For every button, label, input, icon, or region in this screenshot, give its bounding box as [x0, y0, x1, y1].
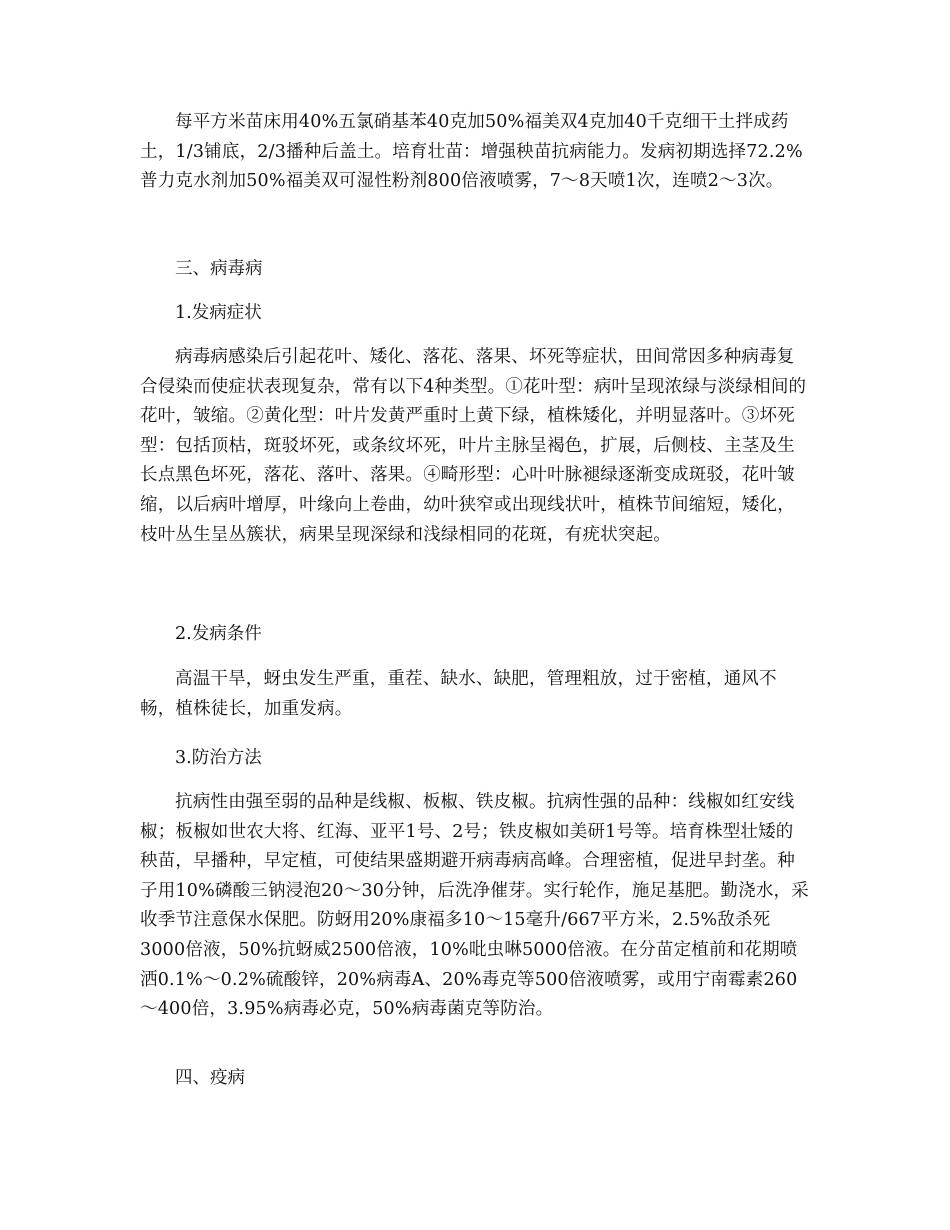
subheading-symptoms: 1.发病症状: [175, 303, 262, 323]
paragraph-text: 病毒病感染后引起花叶、矮化、落花、落果、坏死等症状，田间常因多种病毒复合侵染而使症状表现复杂，常有以下4种类型。①花叶型：病叶呈现浓绿与淡绿相间的花叶，皱缩。②黄化型：叶片发黄严重时上黄下绿，植株矮化，并明显落叶。③坏死型：包括顶枯，斑驳坏死，或条纹坏死，叶片主脉呈褐色，扩展，后侧枝、主茎及生长点黑色坏死，落花、落叶、落果。④畸形型：心叶叶脉褪绿逐渐变成斑驳，花叶皱缩，以后病叶增厚，叶缘向上卷曲，幼叶狭窄或出现线状叶，植株节间缩短，矮化，枝叶丛生呈丛簇状，病果呈现深绿和浅绿相同的花斑，有疣状突起。: [140, 347, 807, 545]
paragraph-conditions: [140, 665, 810, 724]
paragraph-text: 抗病性由强至弱的品种是线椒、板椒、铁皮椒。抗病性强的品种：线椒如红安线椒；板椒如世农大将、红海、亚平1号、2号；铁皮椒如美研1号等。培育株型壮矮的秧苗，早播种，早定植，可使结果盛期避开病毒病高峰。合理密植，促进早封垄。种子用10%磷酸三钠浸泡20～30分钟，后洗净催芽。实行轮作，施足基肥。勤浇水，采收季节注意保水保肥。防蚜用20%康福多10～15毫升/667平方米，2.5%敌杀死3000倍液，50%抗蚜威2500倍液，10%吡虫啉5000倍液。在分苗定植前和花期喷洒0.1%～0.2%硫酸锌，20%病毒A、20%毒克等500倍液喷雾，或用宁南霉素260～400倍，3.95%病毒必克，50%病毒菌克等防治。: [140, 792, 809, 1020]
paragraph-text: 每平方米苗床用40%五氯硝基苯40克加50%福美双4克加40千克细干土拌成药土，1/3铺底，2/3播种后盖土。培育壮苗：增强秧苗抗病能力。发病初期选择72.2%普力克水剂加50%福美双可湿性粉剂800倍液喷雾，7～8天喷1次，连喷2～3次。: [140, 112, 803, 192]
subheading-conditions: 2.发病条件: [175, 624, 262, 644]
subheading-control-methods: 3.防治方法: [175, 748, 262, 768]
paragraph-seedbed-treatment: [140, 108, 810, 197]
paragraph-text: 高温干旱，蚜虫发生严重，重茬、缺水、缺肥，管理粗放，过于密植，通风不畅，植株徒长，加重发病。: [140, 669, 777, 719]
paragraph-symptoms: [140, 343, 810, 550]
section-heading-virus-disease: 三、病毒病: [175, 259, 263, 279]
section-heading-blight: 四、疫病: [175, 1068, 245, 1088]
paragraph-control-methods: [140, 788, 810, 1025]
